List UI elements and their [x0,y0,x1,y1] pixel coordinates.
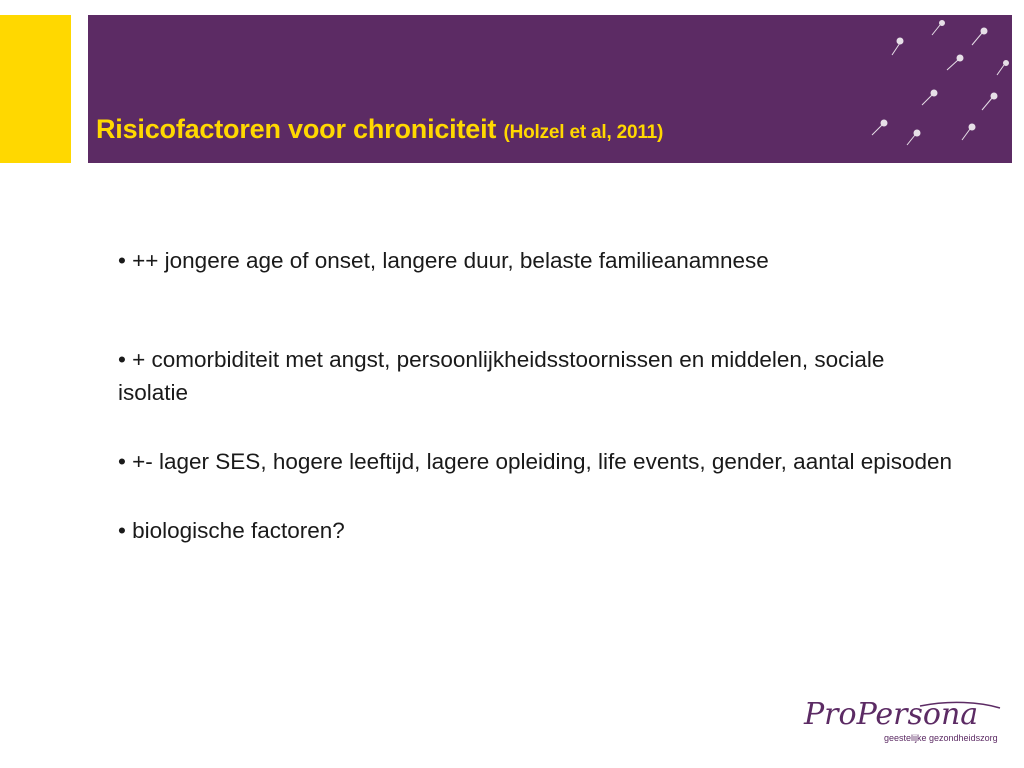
slide-title [96,114,663,145]
bullet-list [118,244,958,547]
accent-bar [0,15,71,163]
bullet-item: • +- lager SES, hogere leeftijd, lagere opleiding, life events, gender, aantal episoden [118,449,953,474]
dandelion-seeds-decoration [772,15,1012,163]
bullet-item: • ++ jongere age of onset, langere duur, belaste familieanamnese [118,248,769,273]
title-citation: (Holzel et al, 2011) [503,122,664,143]
bullet-item: • + comorbiditeit met angst, persoonlijkheidsstoornissen en middelen, sociale isolatie [118,347,885,405]
bullet-item: • biologische factoren? [118,518,345,543]
logo-wordmark: ProPersona [804,697,979,732]
logo-tagline: geestelijke gezondheidszorg [884,733,998,743]
title-main: Risicofactoren voor chroniciteit [96,114,497,144]
